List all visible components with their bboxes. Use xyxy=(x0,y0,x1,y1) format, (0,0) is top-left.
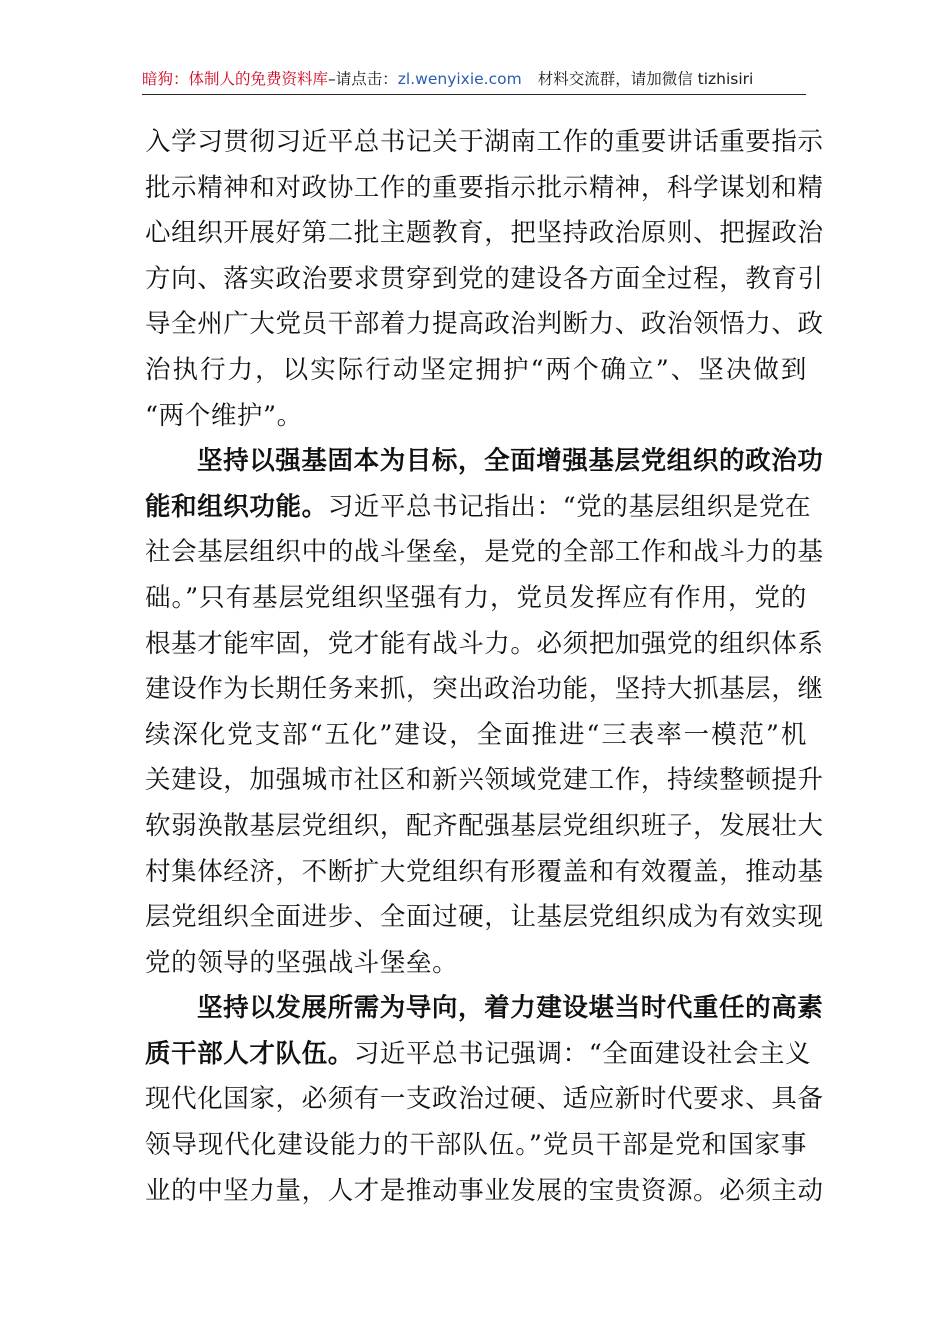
header-group-label: 材料交流群，请加微信 tizhisiri xyxy=(537,70,754,88)
text-segment: 习近平总书记指出：“党的基层组织是党在 xyxy=(327,491,812,522)
page-header xyxy=(142,64,806,95)
text-line: 续深化党支部“五化”建设，全面推进“三表率一模范”机 xyxy=(145,719,807,750)
text-line: “两个维护”。 xyxy=(145,400,303,431)
header-click-label: –请点击： xyxy=(328,70,398,88)
text-line: 软弱涣散基层党组织，配齐配强基层党组织班子，发展壮大 xyxy=(145,810,824,841)
text-line: 治执行力，以实际行动坚定拥护“两个确立”、坚决做到 xyxy=(145,354,807,385)
text-line: 入学习贯彻习近平总书记关于湖南工作的重要讲话重要指示 xyxy=(145,127,824,157)
text-line xyxy=(145,1032,812,1078)
text-line: 社会基层组织中的战斗堡垒，是党的全部工作和战斗力的基 xyxy=(145,537,824,568)
text-line: 现代化国家，必须有一支政治过硬、适应新时代要求、具备 xyxy=(145,1084,824,1115)
paragraph-heading-line xyxy=(145,439,824,485)
text-line: 关建设，加强城市社区和新兴领域党建工作，持续整顿提升 xyxy=(145,765,824,796)
text-line: 业的中坚力量，人才是推动事业发展的宝贵资源。必须主动 xyxy=(145,1175,824,1206)
paragraph-2 xyxy=(145,439,824,986)
paragraph-heading-end: 能和组织功能。 xyxy=(145,491,328,522)
paragraph-heading-end: 质干部人才队伍。 xyxy=(145,1038,354,1069)
paragraph-heading-line xyxy=(145,986,824,1032)
paragraph-heading: 坚持以强基固本为目标，全面增强基层党组织的政治功 xyxy=(197,446,824,477)
text-line: 村集体经济，不断扩大党组织有形覆盖和有效覆盖，推动基 xyxy=(145,856,824,887)
paragraph-3 xyxy=(145,986,824,1214)
text-line: 心组织开展好第二批主题教育，把坚持政治原则、把握政治 xyxy=(145,218,824,249)
text-line: 建设作为长期任务来抓，突出政治功能，坚持大抓基层，继 xyxy=(145,674,824,705)
text-segment: 习近平总书记强调：“全面建设社会主义 xyxy=(353,1038,812,1069)
text-line: 党的领导的坚强战斗堡垒。 xyxy=(145,947,459,978)
text-line xyxy=(145,485,812,531)
paragraph-1 xyxy=(145,120,824,439)
document-body xyxy=(145,120,824,1214)
text-line: 础。”只有基层党组织坚强有力，党员发挥应有作用，党的 xyxy=(145,582,807,613)
paragraph-heading: 坚持以发展所需为导向，着力建设堪当时代重任的高素 xyxy=(197,993,824,1024)
text-line: 层党组织全面进步、全面过硬，让基层党组织成为有效实现 xyxy=(145,902,824,933)
header-url-link[interactable]: zl.wenyixie.com xyxy=(397,70,522,88)
text-line: 根基才能牢固，党才能有战斗力。必须把加强党的组织体系 xyxy=(145,628,824,659)
header-source-label: 暗狗：体制人的免费资料库 xyxy=(142,70,329,88)
text-line: 导全州广大党员干部着力提高政治判断力、政治领悟力、政 xyxy=(145,309,824,340)
text-line: 批示精神和对政协工作的重要指示批示精神，科学谋划和精 xyxy=(145,172,824,203)
text-line: 方向、落实政治要求贯穿到党的建设各方面全过程，教育引 xyxy=(145,263,824,294)
text-line: 领导现代化建设能力的干部队伍。”党员干部是党和国家事 xyxy=(145,1130,807,1161)
